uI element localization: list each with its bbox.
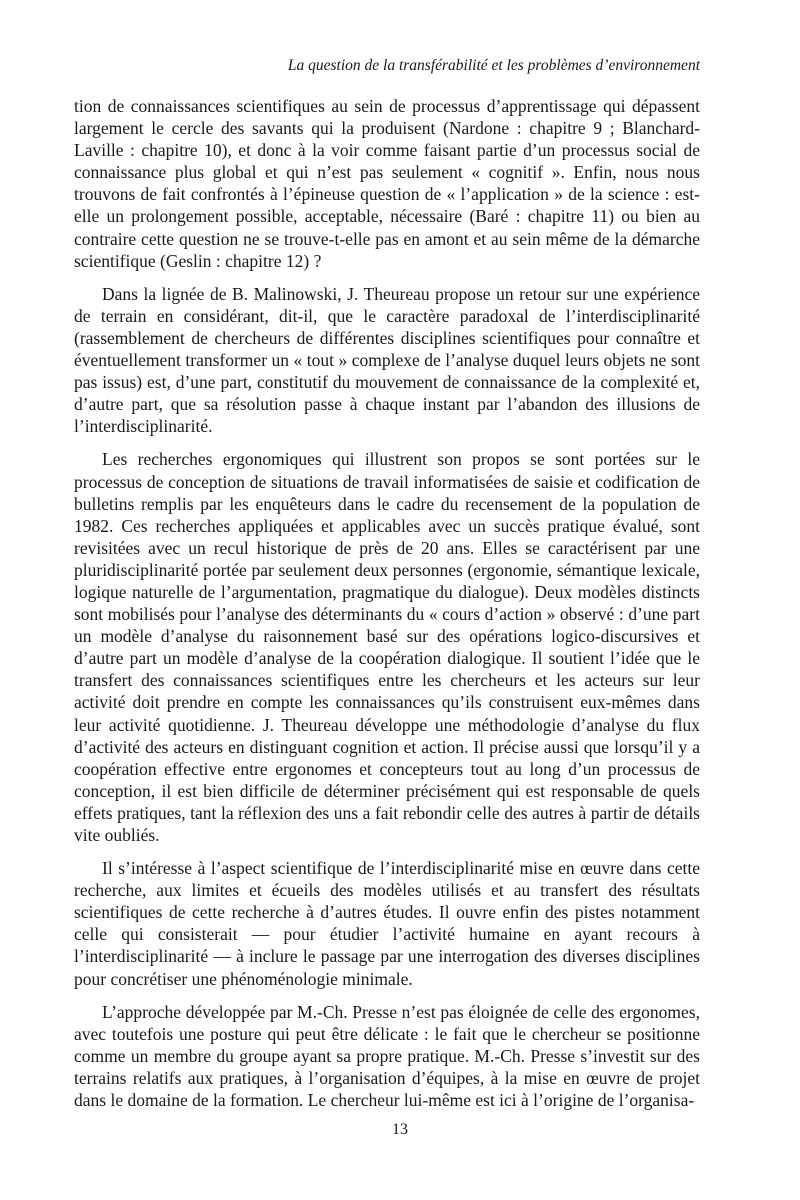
- running-header: La question de la transférabilité et les problèmes d’environnement: [287, 57, 700, 74]
- paragraph-interdisciplinarity: Il s’intéresse à l’aspect scientifique de l’interdisciplinarité mise en œuvre dans cette recherche, aux limites et écueils des modèles utilisés et au transfert des résultats scientifiques de cette recherche à d’autres études. Il ouvre enfin des pistes notamment celle qui consisterait — pour étudier l’activité humaine en ayant recours à l’interdisciplinarité — à inclure le passage par une interrogation des diverses disciplines pour concrétiser une phénoménologie minimale.: [74, 858, 700, 989]
- paragraph-continuation: tion de connaissances scientifiques au sein de processus d’apprentissage qui dépassent largement le cercle des savants qui la produisent (Nardone : chapitre 9 ; Blanchard-Laville : chapitre 10), et donc à la voir comme faisant partie d’un processus social de connaissance plus global et qui n’est pas seulement « cognitif ». Enfin, nous nous trouvons de fait confrontés à l’épineuse question de « l’application » de la science : est-elle un prolongement possible, acceptable, nécessaire (Baré : chapitre 11) ou bien au contraire cette question ne se trouve-t-elle pas en amont et au sein même de la démarche scientifique (Geslin : chapitre 12) ?: [74, 96, 700, 271]
- page-number: 13: [392, 1121, 408, 1138]
- paragraph-presse-approach: L’approche développée par M.-Ch. Presse n’est pas éloignée de celle des ergonomes, avec toutefois une posture qui peut être délicate : le fait que le chercheur se positionne comme un membre du groupe ayant sa propre pratique. M.-Ch. Presse s’investit sur des terrains relatifs aux pratiques, à l’organisation d’équipes, à la mise en œuvre de projet dans le domaine de la formation. Le chercheur lui-même est ici à l’origine de l’organisa-: [74, 1001, 700, 1111]
- body-text: [74, 95, 700, 1122]
- paragraph-ergonomic-research: Les recherches ergonomiques qui illustrent son propos se sont portées sur le processus de conception de situations de travail informatisées de saisie et codification de bulletins remplis par les enquêteurs dans le cadre du recensement de la population de 1982. Ces recherches appliquées et applicables avec un succès pratique évalué, sont revisitées avec un recul historique de près de 20 ans. Elles se caractérisent par une pluridisciplinarité portée par seulement deux personnes (ergonomie, sémantique lexicale, logique naturelle de l’argumentation, pragmatique du dialogue). Deux modèles distincts sont mobilisés pour l’analyse des déterminants du « cours d’action » observé : d’une part un modèle d’analyse du raisonnement basé sur des opérations logico-discursives et d’autre part un modèle d’analyse de la coopération dialogique. Il soutient l’idée que le transfert des connaissances scientifiques entre les chercheurs et les acteurs sur leur activité doit prendre en compte les connaissances qu’ils construisent eux-mêmes dans leur activité quotidienne. J. Theureau développe une méthodologie d’analyse du flux d’activité des acteurs en distinguant cognition et action. Il précise aussi que lorsqu’il y a coopération effective entre ergonomes et concepteurs tout au long d’un processus de conception, il est bien difficile de déterminer précisément qui est responsable de quels effets pratiques, tant la réflexion des uns a fait rebondir celle des autres à partir de détails vite oubliés.: [74, 449, 700, 845]
- paragraph-theureau-intro: Dans la lignée de B. Malinowski, J. Theureau propose un retour sur une expérience de terrain en considérant, dit-il, que le caractère paradoxal de l’interdisciplinarité (rassemblement de chercheurs de différentes disciplines scientifiques pour connaître et éventuellement transformer un « tout » complexe de l’analyse duquel leurs objets ne sont pas issus) est, d’une part, constitutif du mouvement de connaissance de la complexité et, d’autre part, que sa résolution passe à chaque instant par l’abandon des illusions de l’interdisciplinarité.: [74, 283, 700, 437]
